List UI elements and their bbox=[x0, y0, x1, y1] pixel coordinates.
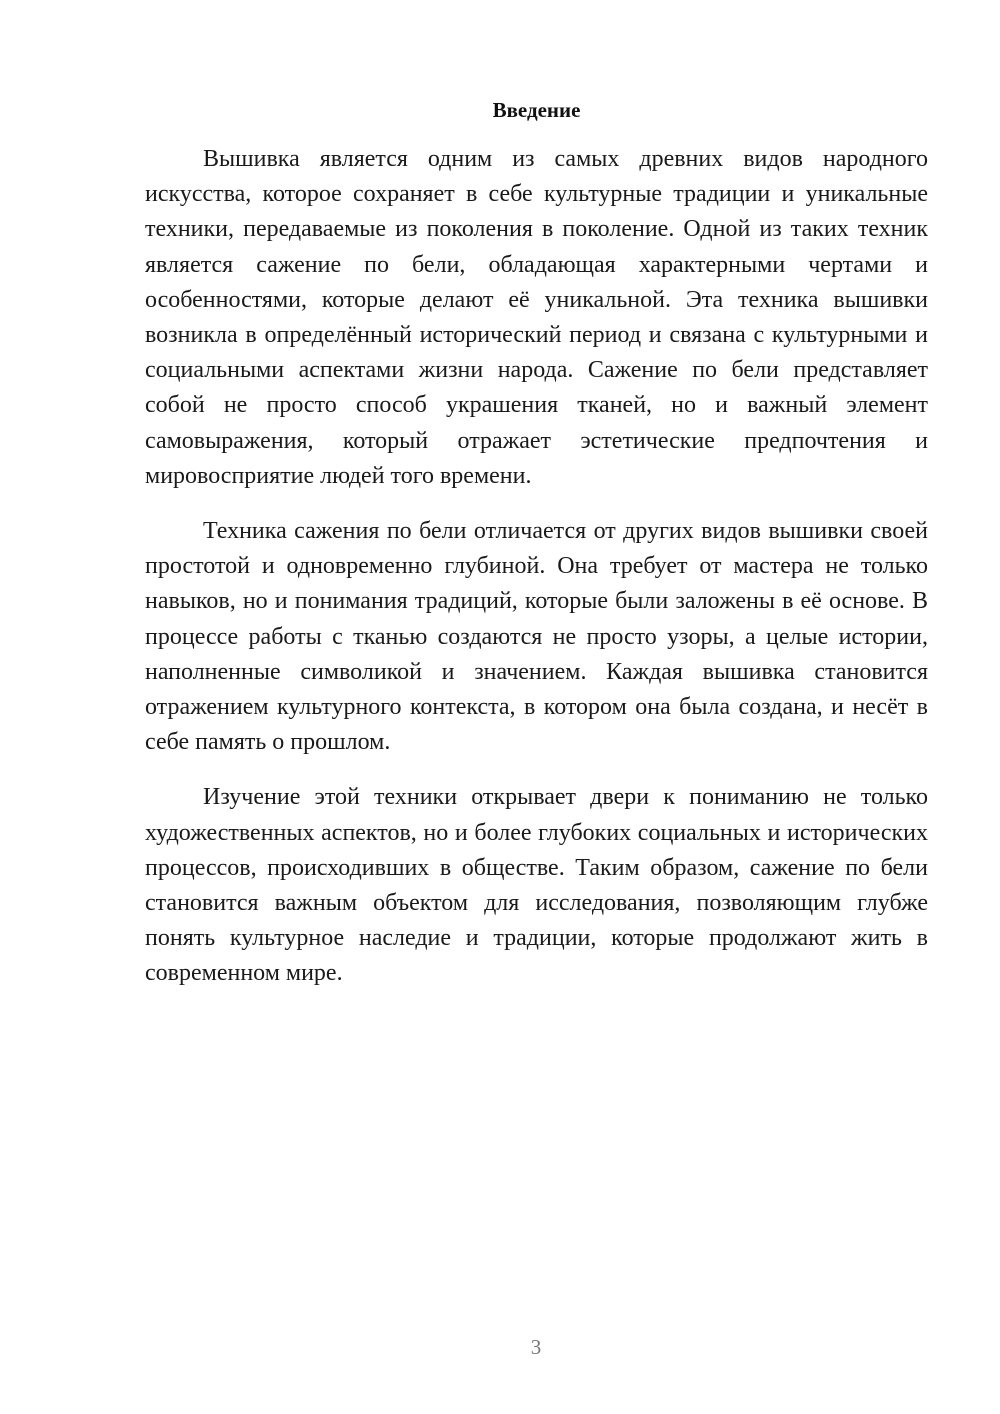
paragraph-2: Техника сажения по бели отличается от других видов вышивки своей простотой и одновременно глубиной. Она требует от мастера не только навыков, но и понимания традиций, которые были заложены в её основе. В процессе работы с тканью создаются не просто узоры, а целые истории, наполненные символикой и значением. Каждая вышивка становится отражением культурного контекста, в котором она была создана, и несёт в себе память о прошлом. bbox=[145, 518, 928, 756]
paragraph-1: Вышивка является одним из самых древних видов народного искусства, которое сохраняет в себе культурные традиции и уникальные техники, передаваемые из поколения в поколение. Одной из таких техник является сажение по бели, обладающая характерными чертами и особенностями, которые делают её уникальной. Эта техника вышивки возникла в определённый исторический период и связана с культурными и социальными аспектами жизни народа. Сажение по бели представляет собой не просто способ украшения тканей, но и важный элемент самовыражения, который отражает эстетические предпочтения и мировосприятие людей того времени. bbox=[145, 146, 928, 489]
page-number: 3 bbox=[530, 1335, 542, 1359]
document-body bbox=[145, 142, 928, 1012]
paragraph-3: Изучение этой техники открывает двери к пониманию не только художественных аспектов, но и более глубоких социальных и исторических процессов, происходивших в обществе. Таким образом, сажение по бели становится важным объектом для исследования, позволяющим глубже понять культурное наследие и традиции, которые продолжают жить в современном мире. bbox=[145, 784, 928, 987]
section-heading: Введение bbox=[492, 98, 581, 122]
